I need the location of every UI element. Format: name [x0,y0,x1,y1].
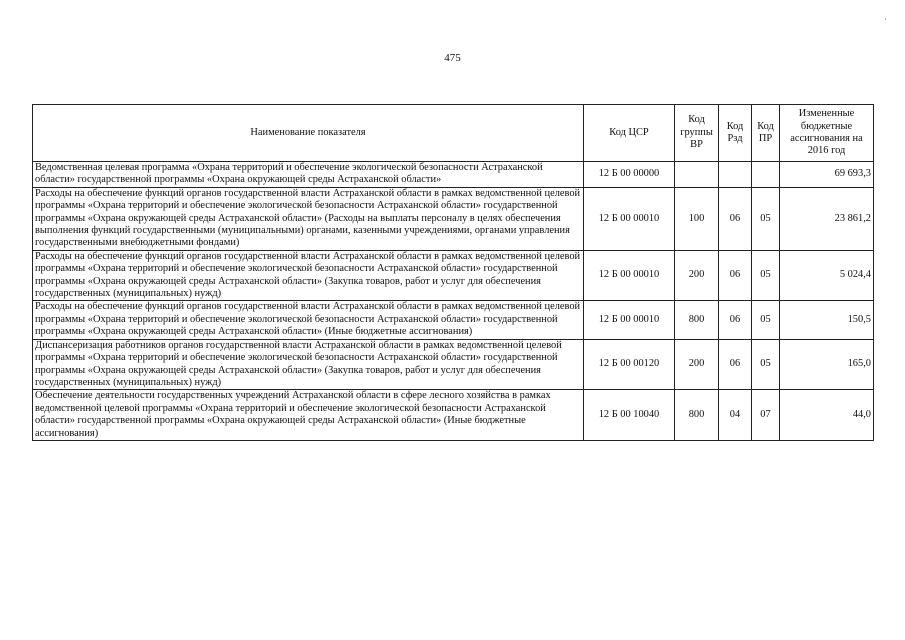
row-rzd: 04 [719,390,752,441]
header-pr: Код ПР [752,105,780,162]
row-vr [675,162,719,188]
row-name: Расходы на обеспечение функций органов государственной власти Астраханской области в рамках ведомственной целевой программы «Охрана территорий и обеспечение экологической безопасности Астраханской области» государственной программы «Охрана окружающей среды Астраханской области» (Иные бюджетные ассигнования) [33,301,584,339]
row-name: Расходы на обеспечение функций органов государственной власти Астраханской области в рамках ведомственной целевой программы «Охрана территорий и обеспечение экологической безопасности Астраханской области» государственной программы «Охрана окружающей среды Астраханской области» (Закупка товаров, работ и услуг для обеспечения государственных (муниципальных) нужд) [33,250,584,301]
row-rzd: 06 [719,301,752,339]
row-amount: 5 024,4 [780,250,874,301]
row-pr: 05 [752,339,780,390]
header-vr: Код группы ВР [675,105,719,162]
corner-mark: · [884,14,887,24]
row-pr: 05 [752,250,780,301]
row-pr: 07 [752,390,780,441]
row-csr: 12 Б 00 00010 [584,301,675,339]
budget-table [32,104,874,441]
row-csr: 12 Б 00 00000 [584,162,675,188]
table-row [33,301,874,339]
row-pr: 05 [752,301,780,339]
row-name: Обеспечение деятельности государственных учреждений Астраханской области в сфере лесного хозяйства в рамках ведомственной целевой программы «Охрана территорий и обеспечение экологической безопасности Астраханской области» государственной программы «Охрана окружающей среды Астраханской области» (Иные бюджетные ассигнования) [33,390,584,441]
row-rzd: 06 [719,187,752,250]
row-amount: 44,0 [780,390,874,441]
row-rzd [719,162,752,188]
row-csr: 12 Б 00 00120 [584,339,675,390]
table-row [33,162,874,188]
row-name: Диспансеризация работников органов государственной власти Астраханской области в рамках ведомственной целевой программы «Охрана территорий и обеспечение экологической безопасности Астраханской области» государственной программы «Охрана окружающей среды Астраханской области» (Закупка товаров, работ и услуг для обеспечения государственных (муниципальных) нужд) [33,339,584,390]
row-amount: 23 861,2 [780,187,874,250]
row-rzd: 06 [719,250,752,301]
table-row [33,339,874,390]
row-rzd: 06 [719,339,752,390]
table-row [33,250,874,301]
table-row [33,390,874,441]
row-vr: 200 [675,250,719,301]
header-row [33,105,874,162]
row-vr: 200 [675,339,719,390]
row-csr: 12 Б 00 10040 [584,390,675,441]
header-name: Наименование показателя [33,105,584,162]
row-pr [752,162,780,188]
row-pr: 05 [752,187,780,250]
table-row [33,187,874,250]
row-name: Расходы на обеспечение функций органов государственной власти Астраханской области в рамках ведомственной целевой программы «Охрана территорий и обеспечение экологической безопасности Астраханской области» государственной программы «Охрана окружающей среды Астраханской области» (Расходы на выплаты персоналу в целях обеспечения выполнения функций государственными (муниципальными) органами, казенными учреждениями, органами управления государственными внебюджетными фондами) [33,187,584,250]
row-amount: 165,0 [780,339,874,390]
row-vr: 800 [675,390,719,441]
header-csr: Код ЦСР [584,105,675,162]
header-rzd: Код Рзд [719,105,752,162]
row-csr: 12 Б 00 00010 [584,187,675,250]
row-vr: 100 [675,187,719,250]
row-name: Ведомственная целевая программа «Охрана территорий и обеспечение экологической безопасности Астраханской области» государственной программы «Охрана окружающей среды Астраханской области» [33,162,584,188]
page-number: 475 [444,52,461,64]
row-csr: 12 Б 00 00010 [584,250,675,301]
row-amount: 150,5 [780,301,874,339]
row-vr: 800 [675,301,719,339]
header-amount: Измененные бюджетные ассигнования на 2016 год [780,105,874,162]
row-amount: 69 693,3 [780,162,874,188]
